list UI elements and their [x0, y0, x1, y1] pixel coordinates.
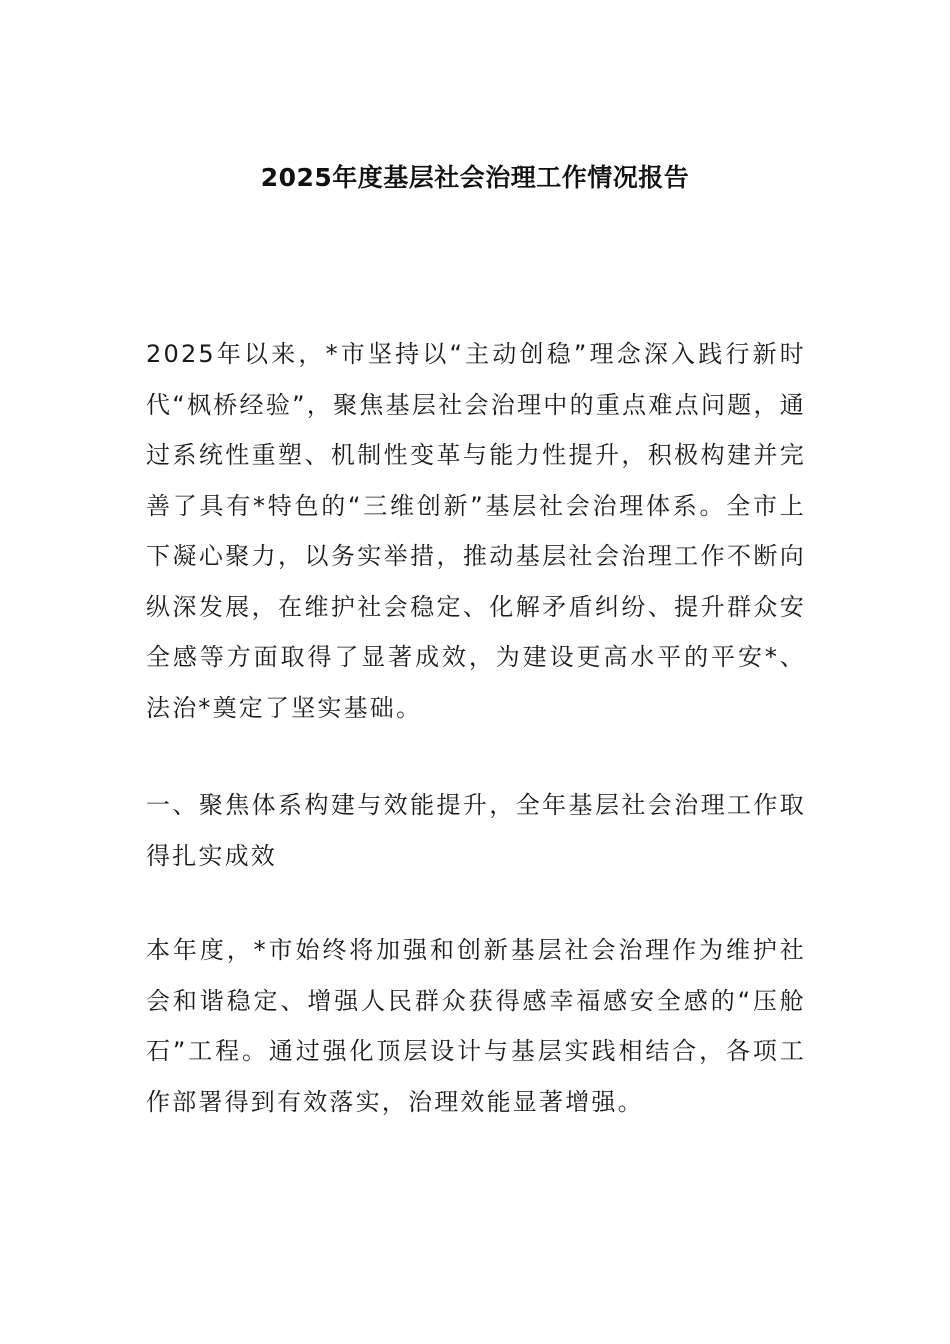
intro-paragraph: 2025年以来，*市坚持以“主动创稳”理念深入践行新时代“枫桥经验”，聚焦基层社会治理中的重点难点问题，通过系统性重塑、机制性变革与能力性提升，积极构建并完善了具有*特色的“三维创新”基层社会治理体系。全市上下凝心聚力，以务实举措，推动基层社会治理工作不断向纵深发展，在维护社会稳定、化解矛盾纠纷、提升群众安全感等方面取得了显著成效，为建设更高水平的平安*、法治*奠定了坚实基础。: [146, 340, 806, 722]
document-title: 2025年度基层社会治理工作情况报告: [260, 163, 690, 192]
section-paragraph: 本年度，*市始终将加强和创新基层社会治理作为维护社会和谐稳定、增强人民群众获得感幸福感安全感的“压舱石”工程。通过强化顶层设计与基层实践相结合，各项工作部署得到有效落实，治理效能显著增强。: [146, 936, 806, 1116]
section-heading: 一、聚焦体系构建与效能提升，全年基层社会治理工作取得扎实成效: [146, 791, 806, 870]
